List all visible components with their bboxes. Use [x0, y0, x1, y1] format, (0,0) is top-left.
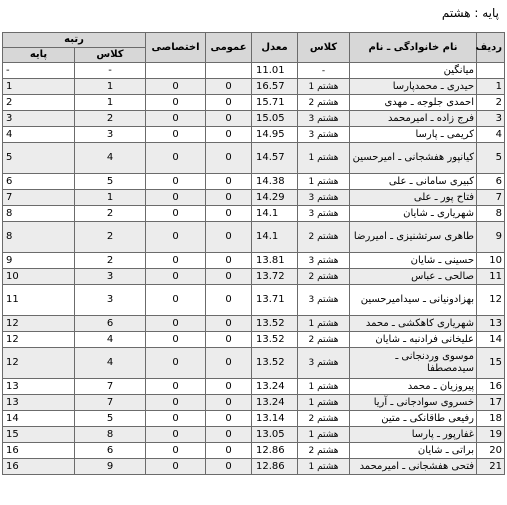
name-cell: فرج زاده ـ امیرمحمد — [350, 111, 477, 127]
rank-class-cell: 4 — [75, 143, 146, 174]
average-cell: 13.72 — [252, 269, 298, 285]
row-number-cell: 15 — [477, 348, 505, 379]
class-cell: هشتم 1 — [298, 379, 350, 395]
rank-grade-cell: 15 — [3, 427, 75, 443]
rank-class-cell: 5 — [75, 174, 146, 190]
table-row — [3, 443, 505, 459]
table-row — [3, 411, 505, 427]
rank-grade-cell: - — [3, 63, 75, 79]
general-cell: 0 — [206, 427, 252, 443]
ranking-table — [2, 32, 505, 475]
general-cell: 0 — [206, 174, 252, 190]
row-number-cell: 11 — [477, 269, 505, 285]
name-cell: احمدی جلوجه ـ مهدی — [350, 95, 477, 111]
class-cell: هشتم 2 — [298, 411, 350, 427]
row-number-cell: 7 — [477, 190, 505, 206]
name-cell: حیدری ـ محمدپارسا — [350, 79, 477, 95]
general-cell: 0 — [206, 222, 252, 253]
general-cell: 0 — [206, 443, 252, 459]
name-cell: علیخانی فرادنبه ـ شایان — [350, 332, 477, 348]
general-cell: 0 — [206, 190, 252, 206]
rank-grade-cell: 6 — [3, 174, 75, 190]
average-summary-row — [3, 63, 505, 79]
row-number-cell: 3 — [477, 111, 505, 127]
name-cell: براتی ـ شایان — [350, 443, 477, 459]
specialized-cell: 0 — [146, 222, 206, 253]
rank-class-cell: 3 — [75, 127, 146, 143]
header-row-number: ردیف — [477, 33, 505, 63]
specialized-cell: 0 — [146, 111, 206, 127]
name-cell: حسینی ـ شایان — [350, 253, 477, 269]
table-row — [3, 285, 505, 316]
rank-class-cell: 2 — [75, 206, 146, 222]
row-number-cell: 21 — [477, 459, 505, 475]
rank-grade-cell: 12 — [3, 332, 75, 348]
rank-grade-cell: 10 — [3, 269, 75, 285]
average-cell: 14.1 — [252, 222, 298, 253]
general-cell: 0 — [206, 395, 252, 411]
class-cell: هشتم 1 — [298, 316, 350, 332]
table-row — [3, 143, 505, 174]
class-cell: هشتم 3 — [298, 285, 350, 316]
general-cell: 0 — [206, 206, 252, 222]
average-cell: 15.05 — [252, 111, 298, 127]
average-cell: 13.71 — [252, 285, 298, 316]
rank-class-cell: 9 — [75, 459, 146, 475]
name-cell: صالحی ـ عباس — [350, 269, 477, 285]
average-cell: 14.38 — [252, 174, 298, 190]
class-cell: هشتم 1 — [298, 459, 350, 475]
class-cell: هشتم 3 — [298, 111, 350, 127]
name-cell: رفیعی طاقانکی ـ متین — [350, 411, 477, 427]
table-row — [3, 206, 505, 222]
table-row — [3, 222, 505, 253]
name-cell: پیروزیان ـ محمد — [350, 379, 477, 395]
average-cell: 11.01 — [252, 63, 298, 79]
class-cell: هشتم 3 — [298, 206, 350, 222]
rank-class-cell: 1 — [75, 95, 146, 111]
rank-grade-cell: 12 — [3, 316, 75, 332]
rank-class-cell: 7 — [75, 395, 146, 411]
rank-class-cell: 3 — [75, 285, 146, 316]
class-cell: هشتم 1 — [298, 395, 350, 411]
row-number-cell: 12 — [477, 285, 505, 316]
row-number-cell: 16 — [477, 379, 505, 395]
general-cell: 0 — [206, 253, 252, 269]
class-cell: هشتم 2 — [298, 95, 350, 111]
rank-grade-cell: 8 — [3, 206, 75, 222]
class-cell: هشتم 3 — [298, 127, 350, 143]
rank-grade-cell: 7 — [3, 190, 75, 206]
specialized-cell: 0 — [146, 395, 206, 411]
class-cell: هشتم 1 — [298, 143, 350, 174]
rank-class-cell: 7 — [75, 379, 146, 395]
specialized-cell: 0 — [146, 206, 206, 222]
specialized-cell: 0 — [146, 285, 206, 316]
header-rank-grade: پایه — [3, 48, 75, 63]
row-number-cell: 19 — [477, 427, 505, 443]
header-rank: رتبه — [3, 33, 146, 48]
general-cell: 0 — [206, 348, 252, 379]
name-cell: طاهری سرتشنیزی ـ امیررضا — [350, 222, 477, 253]
table-row — [3, 127, 505, 143]
name-cell: غفارپور ـ پارسا — [350, 427, 477, 443]
specialized-cell: 0 — [146, 95, 206, 111]
header-specialized: اختصاصی — [146, 33, 206, 63]
average-cell: 14.1 — [252, 206, 298, 222]
specialized-cell: 0 — [146, 143, 206, 174]
class-cell: هشتم 2 — [298, 443, 350, 459]
table-row — [3, 95, 505, 111]
table-row — [3, 111, 505, 127]
specialized-cell: 0 — [146, 174, 206, 190]
rank-grade-cell: 3 — [3, 111, 75, 127]
row-number-cell: 4 — [477, 127, 505, 143]
name-cell: فتاح پور ـ علی — [350, 190, 477, 206]
table-row — [3, 332, 505, 348]
rank-class-cell: 4 — [75, 332, 146, 348]
rank-grade-cell: 9 — [3, 253, 75, 269]
row-number-cell: 17 — [477, 395, 505, 411]
average-cell: 13.81 — [252, 253, 298, 269]
average-cell: 13.24 — [252, 379, 298, 395]
rank-class-cell: 8 — [75, 427, 146, 443]
general-cell: 0 — [206, 411, 252, 427]
rank-grade-cell: 5 — [3, 143, 75, 174]
average-cell: 16.57 — [252, 79, 298, 95]
rank-class-cell: 1 — [75, 79, 146, 95]
class-cell: هشتم 2 — [298, 222, 350, 253]
general-cell: 0 — [206, 459, 252, 475]
average-cell: 14.57 — [252, 143, 298, 174]
name-cell: فتحی هفشجانی ـ امیرمحمد — [350, 459, 477, 475]
rank-class-cell: 2 — [75, 253, 146, 269]
table-row — [3, 174, 505, 190]
general-cell: 0 — [206, 79, 252, 95]
rank-class-cell: 6 — [75, 443, 146, 459]
average-cell: 13.52 — [252, 332, 298, 348]
specialized-cell: 0 — [146, 127, 206, 143]
average-cell: 13.14 — [252, 411, 298, 427]
row-number-cell — [477, 63, 505, 79]
class-cell: هشتم 2 — [298, 332, 350, 348]
row-number-cell: 5 — [477, 143, 505, 174]
specialized-cell: 0 — [146, 411, 206, 427]
rank-grade-cell: 2 — [3, 95, 75, 111]
specialized-cell: 0 — [146, 269, 206, 285]
average-cell: 13.05 — [252, 427, 298, 443]
rank-grade-cell: 14 — [3, 411, 75, 427]
rank-grade-cell: 13 — [3, 379, 75, 395]
general-cell: 0 — [206, 127, 252, 143]
specialized-cell: 0 — [146, 348, 206, 379]
class-cell: هشتم 3 — [298, 348, 350, 379]
rank-class-cell: 6 — [75, 316, 146, 332]
table-row — [3, 269, 505, 285]
rank-grade-cell: 11 — [3, 285, 75, 316]
header-class: کلاس — [298, 33, 350, 63]
rank-class-cell: 2 — [75, 222, 146, 253]
average-cell: 14.29 — [252, 190, 298, 206]
average-cell: 14.95 — [252, 127, 298, 143]
rank-grade-cell: 8 — [3, 222, 75, 253]
rank-class-cell: 1 — [75, 190, 146, 206]
header-name: نام خانوادگی ـ نام — [350, 33, 477, 63]
general-cell: 0 — [206, 332, 252, 348]
specialized-cell: 0 — [146, 190, 206, 206]
table-row — [3, 427, 505, 443]
row-number-cell: 9 — [477, 222, 505, 253]
average-cell: 13.52 — [252, 316, 298, 332]
table-row — [3, 253, 505, 269]
class-cell: - — [298, 63, 350, 79]
grade-label: پایه : هشتم — [441, 6, 499, 20]
header-general: عمومی — [206, 33, 252, 63]
row-number-cell: 8 — [477, 206, 505, 222]
general-cell: 0 — [206, 269, 252, 285]
rank-grade-cell: 16 — [3, 459, 75, 475]
average-cell: 12.86 — [252, 459, 298, 475]
row-number-cell: 13 — [477, 316, 505, 332]
specialized-cell: 0 — [146, 459, 206, 475]
class-cell: هشتم 3 — [298, 190, 350, 206]
general-cell: 0 — [206, 111, 252, 127]
specialized-cell: 0 — [146, 332, 206, 348]
general-cell: 0 — [206, 379, 252, 395]
name-cell: شهریاری ـ شایان — [350, 206, 477, 222]
specialized-cell: 0 — [146, 427, 206, 443]
specialized-cell — [146, 63, 206, 79]
rank-class-cell: 5 — [75, 411, 146, 427]
specialized-cell: 0 — [146, 316, 206, 332]
class-cell: هشتم 2 — [298, 269, 350, 285]
row-number-cell: 2 — [477, 95, 505, 111]
general-cell — [206, 63, 252, 79]
rank-grade-cell: 1 — [3, 79, 75, 95]
rank-grade-cell: 4 — [3, 127, 75, 143]
header-rank-class: کلاس — [75, 48, 146, 63]
row-number-cell: 18 — [477, 411, 505, 427]
name-cell: بهزادونیانی ـ سیدامیرحسین — [350, 285, 477, 316]
rank-grade-cell: 13 — [3, 395, 75, 411]
table-row — [3, 348, 505, 379]
rank-class-cell: - — [75, 63, 146, 79]
general-cell: 0 — [206, 95, 252, 111]
table-row — [3, 395, 505, 411]
table-row — [3, 459, 505, 475]
name-cell: کریمی ـ پارسا — [350, 127, 477, 143]
row-number-cell: 20 — [477, 443, 505, 459]
row-number-cell: 1 — [477, 79, 505, 95]
table-row — [3, 190, 505, 206]
header-average: معدل — [252, 33, 298, 63]
specialized-cell: 0 — [146, 253, 206, 269]
rank-grade-cell: 16 — [3, 443, 75, 459]
name-cell: کیانپور هفشجانی ـ امیرحسین — [350, 143, 477, 174]
rank-class-cell: 3 — [75, 269, 146, 285]
name-cell: میانگین — [350, 63, 477, 79]
name-cell: شهریاری کاهکشی ـ محمد — [350, 316, 477, 332]
rank-grade-cell: 12 — [3, 348, 75, 379]
general-cell: 0 — [206, 143, 252, 174]
class-cell: هشتم 3 — [298, 253, 350, 269]
name-cell: موسوی وردنجانی ـ سیدمصطفا — [350, 348, 477, 379]
rank-class-cell: 2 — [75, 111, 146, 127]
average-cell: 13.24 — [252, 395, 298, 411]
general-cell: 0 — [206, 285, 252, 316]
class-cell: هشتم 1 — [298, 174, 350, 190]
table-row — [3, 379, 505, 395]
rank-class-cell: 4 — [75, 348, 146, 379]
average-cell: 15.71 — [252, 95, 298, 111]
name-cell: کبیری سامانی ـ علی — [350, 174, 477, 190]
table-row — [3, 316, 505, 332]
name-cell: خسروی سوادجانی ـ آریا — [350, 395, 477, 411]
general-cell: 0 — [206, 316, 252, 332]
specialized-cell: 0 — [146, 443, 206, 459]
row-number-cell: 6 — [477, 174, 505, 190]
average-cell: 13.52 — [252, 348, 298, 379]
class-cell: هشتم 1 — [298, 79, 350, 95]
row-number-cell: 14 — [477, 332, 505, 348]
table-row — [3, 79, 505, 95]
row-number-cell: 10 — [477, 253, 505, 269]
specialized-cell: 0 — [146, 379, 206, 395]
table-body — [3, 63, 505, 475]
class-cell: هشتم 1 — [298, 427, 350, 443]
average-cell: 12.86 — [252, 443, 298, 459]
specialized-cell: 0 — [146, 79, 206, 95]
